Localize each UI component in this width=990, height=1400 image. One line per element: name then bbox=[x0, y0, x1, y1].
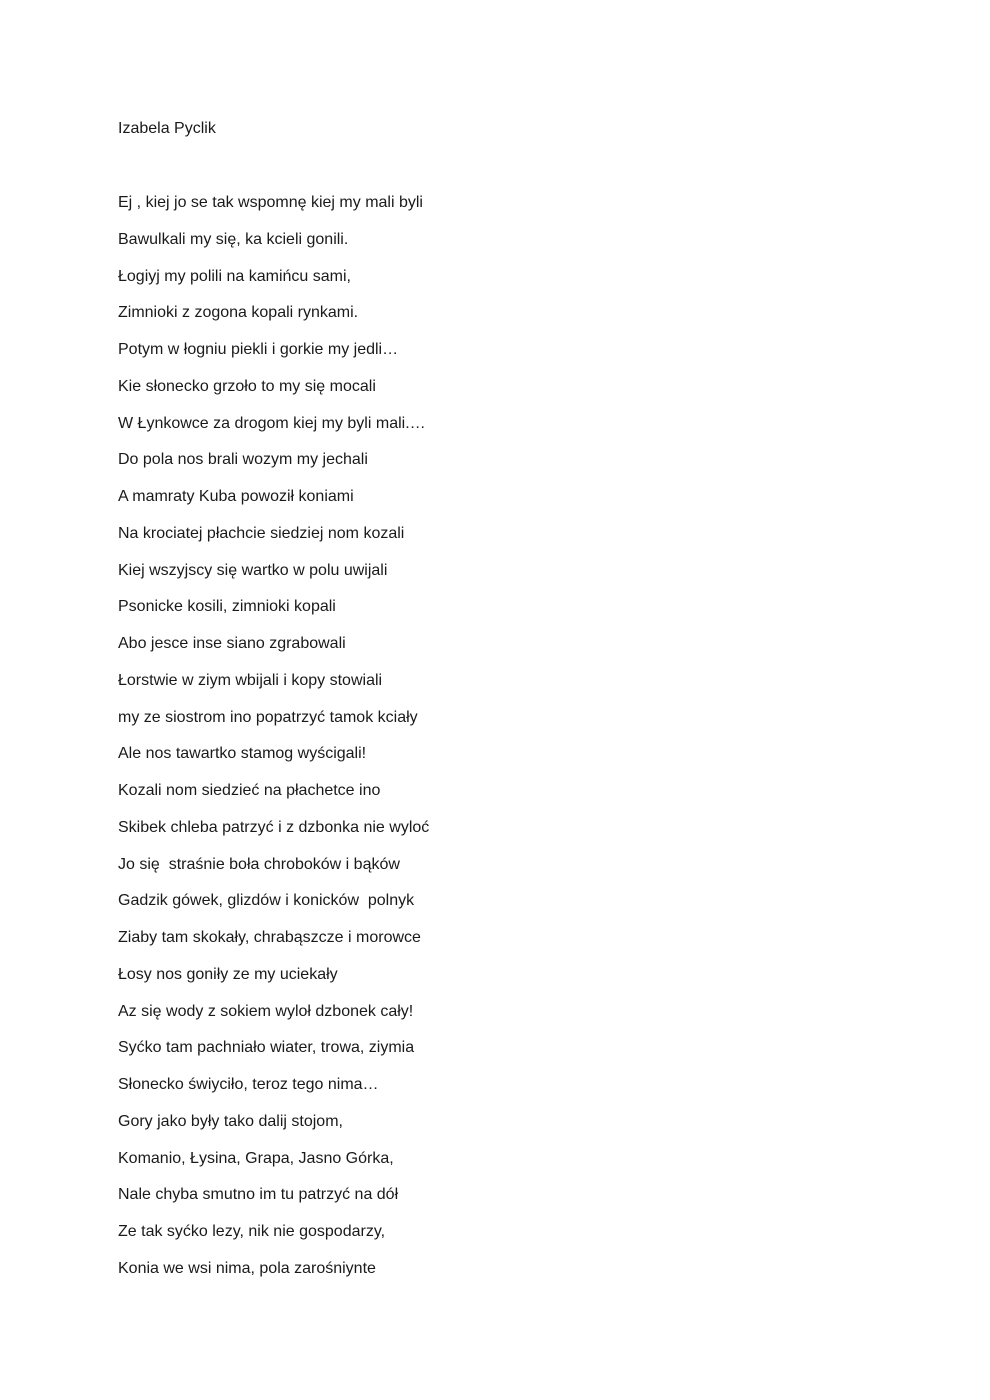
poem-line: Psonicke kosili, zimnioki kopali bbox=[118, 598, 336, 616]
poem-line: Konia we wsi nima, pola zarośniynte bbox=[118, 1259, 376, 1277]
poem-line: Łogiyj my polili na kamińcu sami, bbox=[118, 267, 351, 285]
poem-line: Ale nos tawartko stamog wyścigali! bbox=[118, 745, 367, 763]
poem-text bbox=[118, 192, 429, 1295]
poem-line: Kiej wszyjscy się wartko w polu uwijali bbox=[118, 561, 388, 579]
poem-line: Syćko tam pachniało wiater, trowa, ziymia bbox=[118, 1039, 415, 1057]
poem-line: Nale chyba smutno im tu patrzyć na dół bbox=[118, 1186, 399, 1204]
poem-line: Gadzik gówek, glizdów i konicków polnyk bbox=[118, 892, 415, 910]
poem-line: Bawulkali my się, ka kcieli gonili. bbox=[118, 230, 349, 248]
poem-line: Słonecko świyciło, teroz tego nima… bbox=[118, 1076, 379, 1093]
poem-line: W Łynkowce za drogom kiej my byli mali.… bbox=[118, 414, 426, 432]
poem-line: Az się wody z sokiem wyloł dzbonek cały! bbox=[118, 1002, 414, 1020]
poem-line: Skibek chleba patrzyć i z dzbonka nie wyloć bbox=[118, 818, 430, 836]
poem-line: Ej , kiej jo se tak wspomnę kiej my mali byli bbox=[118, 194, 423, 211]
poem-line: Do pola nos brali wozym my jechali bbox=[118, 451, 368, 469]
poem-line: Potym w łogniu piekli i gorkie my jedli… bbox=[118, 341, 399, 358]
poem-line: my ze siostrom ino popatrzyć tamok kciały bbox=[118, 708, 418, 726]
poem-line: Łosy nos goniły ze my uciekały bbox=[118, 965, 338, 983]
poem-line: Kozali nom siedzieć na płachetce ino bbox=[118, 782, 381, 799]
poem-line: Kie słonecko grzoło to my się mocali bbox=[118, 377, 376, 395]
poem-line: Abo jesce inse siano zgrabowali bbox=[118, 635, 346, 652]
poem-line: Gory jako były tako dalij stojom, bbox=[118, 1112, 343, 1130]
poem-line: Komanio, Łysina, Grapa, Jasno Górka, bbox=[118, 1149, 394, 1167]
author-name: Izabela Pyclik bbox=[118, 120, 216, 137]
poem-line: Jo się straśnie boła chroboków i bąków bbox=[118, 855, 400, 873]
poem-line: A mamraty Kuba powoził koniami bbox=[118, 488, 354, 505]
poem-line: Na krociatej płachcie siedziej nom kozali bbox=[118, 524, 405, 542]
poem-line: Ze tak syćko lezy, nik nie gospodarzy, bbox=[118, 1223, 386, 1240]
poem-line: Zimnioki z zogona kopali rynkami. bbox=[118, 304, 359, 322]
poem-line: Łorstwie w ziym wbijali i kopy stowiali bbox=[118, 671, 383, 689]
poem-line: Ziaby tam skokały, chrabąszcze i morowce bbox=[118, 929, 421, 946]
